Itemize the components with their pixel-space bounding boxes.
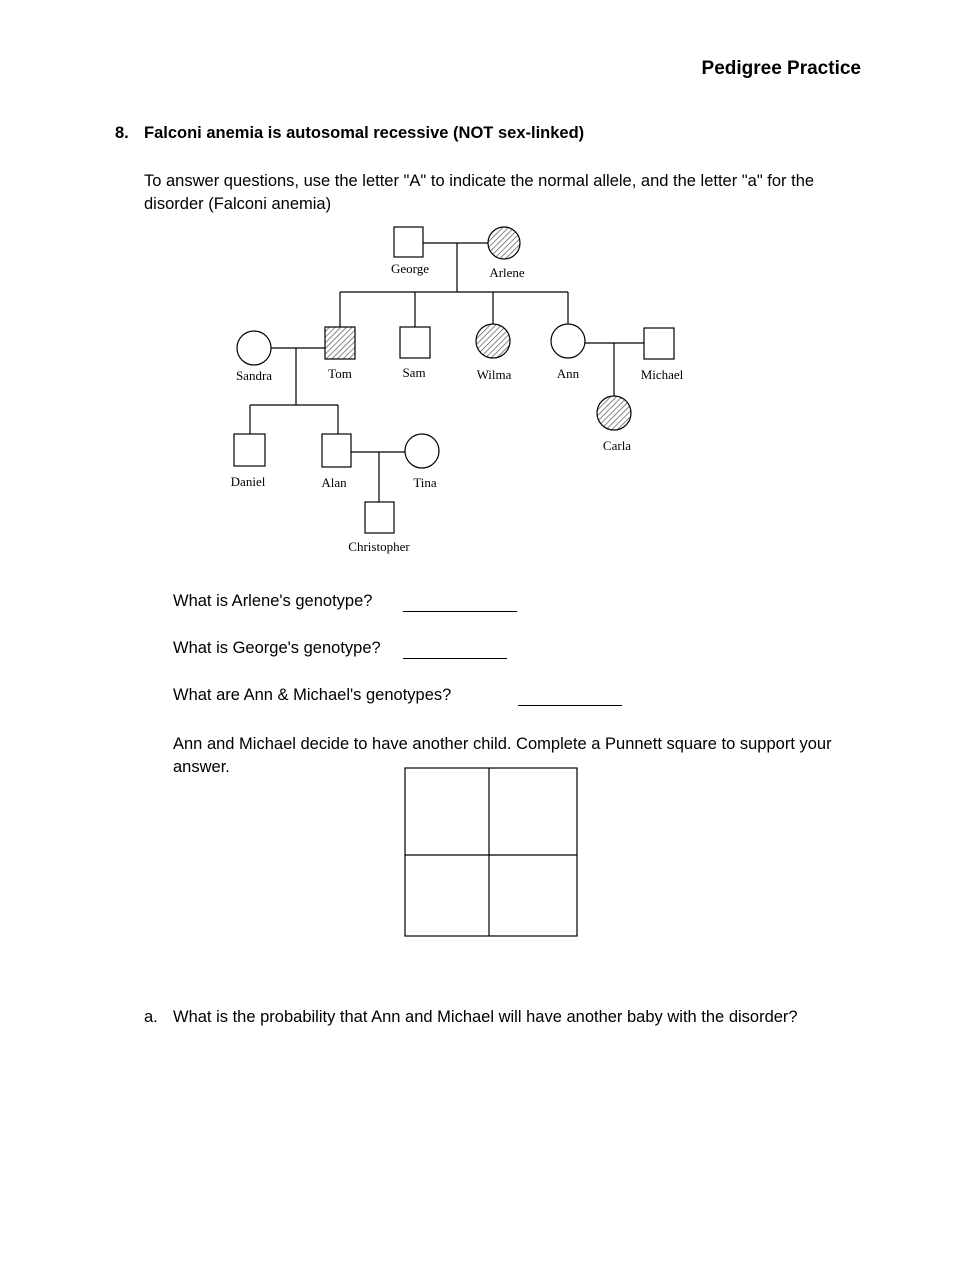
question-title: Falconi anemia is autosomal recessive (NOT sex-linked) [144, 124, 585, 142]
label-carla: Carla [602, 438, 632, 453]
label-arlene: Arlene [489, 265, 525, 280]
pedigree-lines [250, 243, 644, 502]
tom-symbol [325, 327, 355, 359]
arlene-symbol [488, 227, 520, 259]
label-sandra: Sandra [235, 368, 273, 383]
tina-symbol [405, 434, 439, 468]
question-number: 8. [115, 124, 129, 142]
carla-symbol [597, 396, 631, 430]
punnett-outline [405, 768, 577, 936]
question-part-a: What is the probability that Ann and Michael will have another baby with the disorder? [173, 1008, 798, 1026]
label-christopher: Christopher [348, 539, 410, 554]
part-a-letter: a. [144, 1008, 158, 1026]
wilma-symbol [476, 324, 510, 358]
sandra-symbol [237, 331, 271, 365]
label-george: George [390, 261, 430, 276]
answer-blank-arlene[interactable] [403, 594, 517, 612]
michael-symbol [644, 328, 674, 359]
question-punnett-prompt: Ann and Michael decide to have another child. Complete a Punnett square to support your answer. [173, 735, 832, 776]
answer-blank-ann-michael[interactable] [518, 688, 622, 706]
answer-blank-george[interactable] [403, 641, 507, 659]
sam-symbol [400, 327, 430, 358]
label-ann: Ann [556, 366, 580, 381]
label-sam: Sam [402, 365, 426, 380]
punnett-square [405, 768, 577, 936]
page-title: Pedigree Practice [701, 58, 861, 79]
question-ann-michael-genotypes: What are Ann & Michael's genotypes? [173, 686, 452, 704]
label-tom: Tom [328, 366, 352, 381]
daniel-symbol [234, 434, 265, 466]
label-wilma: Wilma [476, 367, 512, 382]
label-daniel: Daniel [230, 474, 266, 489]
christopher-symbol [365, 502, 394, 533]
alan-symbol [322, 434, 351, 467]
george-symbol [394, 227, 423, 257]
label-michael: Michael [640, 367, 684, 382]
label-alan: Alan [321, 475, 347, 490]
question-george-genotype: What is George's genotype? [173, 639, 381, 657]
label-tina: Tina [413, 475, 437, 490]
ann-symbol [551, 324, 585, 358]
instructions-text: To answer questions, use the letter "A" to indicate the normal allele, and the letter "a" for the disorder (Falconi anemia) [144, 172, 815, 213]
question-arlene-genotype: What is Arlene's genotype? [173, 592, 373, 610]
